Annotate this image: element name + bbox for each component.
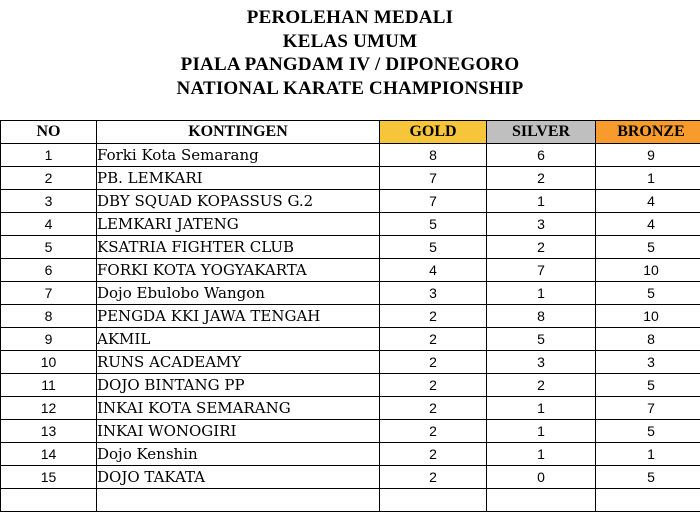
kontingen-cell: AKMIL (97, 328, 380, 351)
document-title (0, 6, 700, 100)
kontingen-cell: DOJO TAKATA (97, 466, 380, 489)
table-row (1, 397, 700, 420)
title-line-2: KELAS UMUM (0, 30, 700, 54)
table-row (1, 282, 700, 305)
table-row (1, 466, 700, 489)
bronze-count-cell: 5 (596, 374, 700, 397)
silver-count-cell: 3 (487, 351, 596, 374)
kontingen-cell: Forki Kota Semarang (97, 144, 380, 167)
rank-cell: 15 (1, 466, 97, 489)
rank-cell: 6 (1, 259, 97, 282)
empty-cell (97, 489, 380, 512)
gold-count-cell: 2 (380, 374, 487, 397)
table-row (1, 167, 700, 190)
kontingen-cell: Dojo Kenshin (97, 443, 380, 466)
gold-count-cell: 3 (380, 282, 487, 305)
table-row (1, 144, 700, 167)
table-row (1, 213, 700, 236)
silver-count-cell: 6 (487, 144, 596, 167)
gold-count-cell: 7 (380, 167, 487, 190)
title-line-4: NATIONAL KARATE CHAMPIONSHIP (0, 77, 700, 101)
gold-count-cell: 2 (380, 397, 487, 420)
bronze-count-cell: 5 (596, 420, 700, 443)
bronze-count-cell: 10 (596, 259, 700, 282)
gold-count-cell: 2 (380, 328, 487, 351)
empty-cell (487, 489, 596, 512)
table-row (1, 236, 700, 259)
silver-count-cell: 1 (487, 282, 596, 305)
table-row-partial (1, 489, 700, 512)
table-row (1, 190, 700, 213)
rank-cell: 13 (1, 420, 97, 443)
kontingen-cell: KSATRIA FIGHTER CLUB (97, 236, 380, 259)
title-line-3: PIALA PANGDAM IV / DIPONEGORO (0, 53, 700, 77)
silver-count-cell: 1 (487, 397, 596, 420)
silver-count-cell: 8 (487, 305, 596, 328)
rank-cell: 9 (1, 328, 97, 351)
silver-count-cell: 1 (487, 443, 596, 466)
silver-count-cell: 3 (487, 213, 596, 236)
bronze-count-cell: 4 (596, 213, 700, 236)
bronze-count-cell: 1 (596, 443, 700, 466)
silver-count-cell: 1 (487, 190, 596, 213)
kontingen-cell: INKAI WONOGIRI (97, 420, 380, 443)
gold-count-cell: 7 (380, 190, 487, 213)
empty-cell (1, 489, 97, 512)
silver-count-cell: 5 (487, 328, 596, 351)
kontingen-cell: LEMKARI JATENG (97, 213, 380, 236)
table-row (1, 328, 700, 351)
kontingen-cell: PB. LEMKARI (97, 167, 380, 190)
header-gold: GOLD (380, 121, 487, 144)
kontingen-cell: DOJO BINTANG PP (97, 374, 380, 397)
silver-count-cell: 2 (487, 236, 596, 259)
rank-cell: 1 (1, 144, 97, 167)
gold-count-cell: 2 (380, 420, 487, 443)
silver-count-cell: 2 (487, 167, 596, 190)
gold-count-cell: 8 (380, 144, 487, 167)
bronze-count-cell: 5 (596, 282, 700, 305)
bronze-count-cell: 5 (596, 236, 700, 259)
bronze-count-cell: 1 (596, 167, 700, 190)
bronze-count-cell: 7 (596, 397, 700, 420)
empty-cell (380, 489, 487, 512)
bronze-count-cell: 10 (596, 305, 700, 328)
bronze-count-cell: 4 (596, 190, 700, 213)
kontingen-cell: RUNS ACADEAMY (97, 351, 380, 374)
silver-count-cell: 7 (487, 259, 596, 282)
gold-count-cell: 2 (380, 466, 487, 489)
empty-cell (596, 489, 700, 512)
header-bronze: BRONZE (596, 121, 700, 144)
table-row (1, 351, 700, 374)
title-line-1: PEROLEHAN MEDALI (0, 6, 700, 30)
gold-count-cell: 5 (380, 213, 487, 236)
header-no: NO (1, 121, 97, 144)
rank-cell: 5 (1, 236, 97, 259)
bronze-count-cell: 5 (596, 466, 700, 489)
header-row (1, 121, 700, 144)
gold-count-cell: 2 (380, 305, 487, 328)
rank-cell: 4 (1, 213, 97, 236)
header-kontingen: KONTINGEN (97, 121, 380, 144)
table-row (1, 420, 700, 443)
table-body (1, 144, 700, 512)
kontingen-cell: Dojo Ebulobo Wangon (97, 282, 380, 305)
gold-count-cell: 2 (380, 351, 487, 374)
rank-cell: 2 (1, 167, 97, 190)
bronze-count-cell: 3 (596, 351, 700, 374)
rank-cell: 10 (1, 351, 97, 374)
rank-cell: 3 (1, 190, 97, 213)
medal-table (0, 120, 700, 512)
table-row (1, 305, 700, 328)
gold-count-cell: 4 (380, 259, 487, 282)
bronze-count-cell: 8 (596, 328, 700, 351)
kontingen-cell: DBY SQUAD KOPASSUS G.2 (97, 190, 380, 213)
gold-count-cell: 2 (380, 443, 487, 466)
table-row (1, 443, 700, 466)
header-silver: SILVER (487, 121, 596, 144)
rank-cell: 12 (1, 397, 97, 420)
rank-cell: 7 (1, 282, 97, 305)
table-row (1, 374, 700, 397)
kontingen-cell: INKAI KOTA SEMARANG (97, 397, 380, 420)
gold-count-cell: 5 (380, 236, 487, 259)
silver-count-cell: 0 (487, 466, 596, 489)
rank-cell: 14 (1, 443, 97, 466)
rank-cell: 8 (1, 305, 97, 328)
rank-cell: 11 (1, 374, 97, 397)
kontingen-cell: FORKI KOTA YOGYAKARTA (97, 259, 380, 282)
kontingen-cell: PENGDA KKI JAWA TENGAH (97, 305, 380, 328)
silver-count-cell: 1 (487, 420, 596, 443)
bronze-count-cell: 9 (596, 144, 700, 167)
table-row (1, 259, 700, 282)
silver-count-cell: 2 (487, 374, 596, 397)
